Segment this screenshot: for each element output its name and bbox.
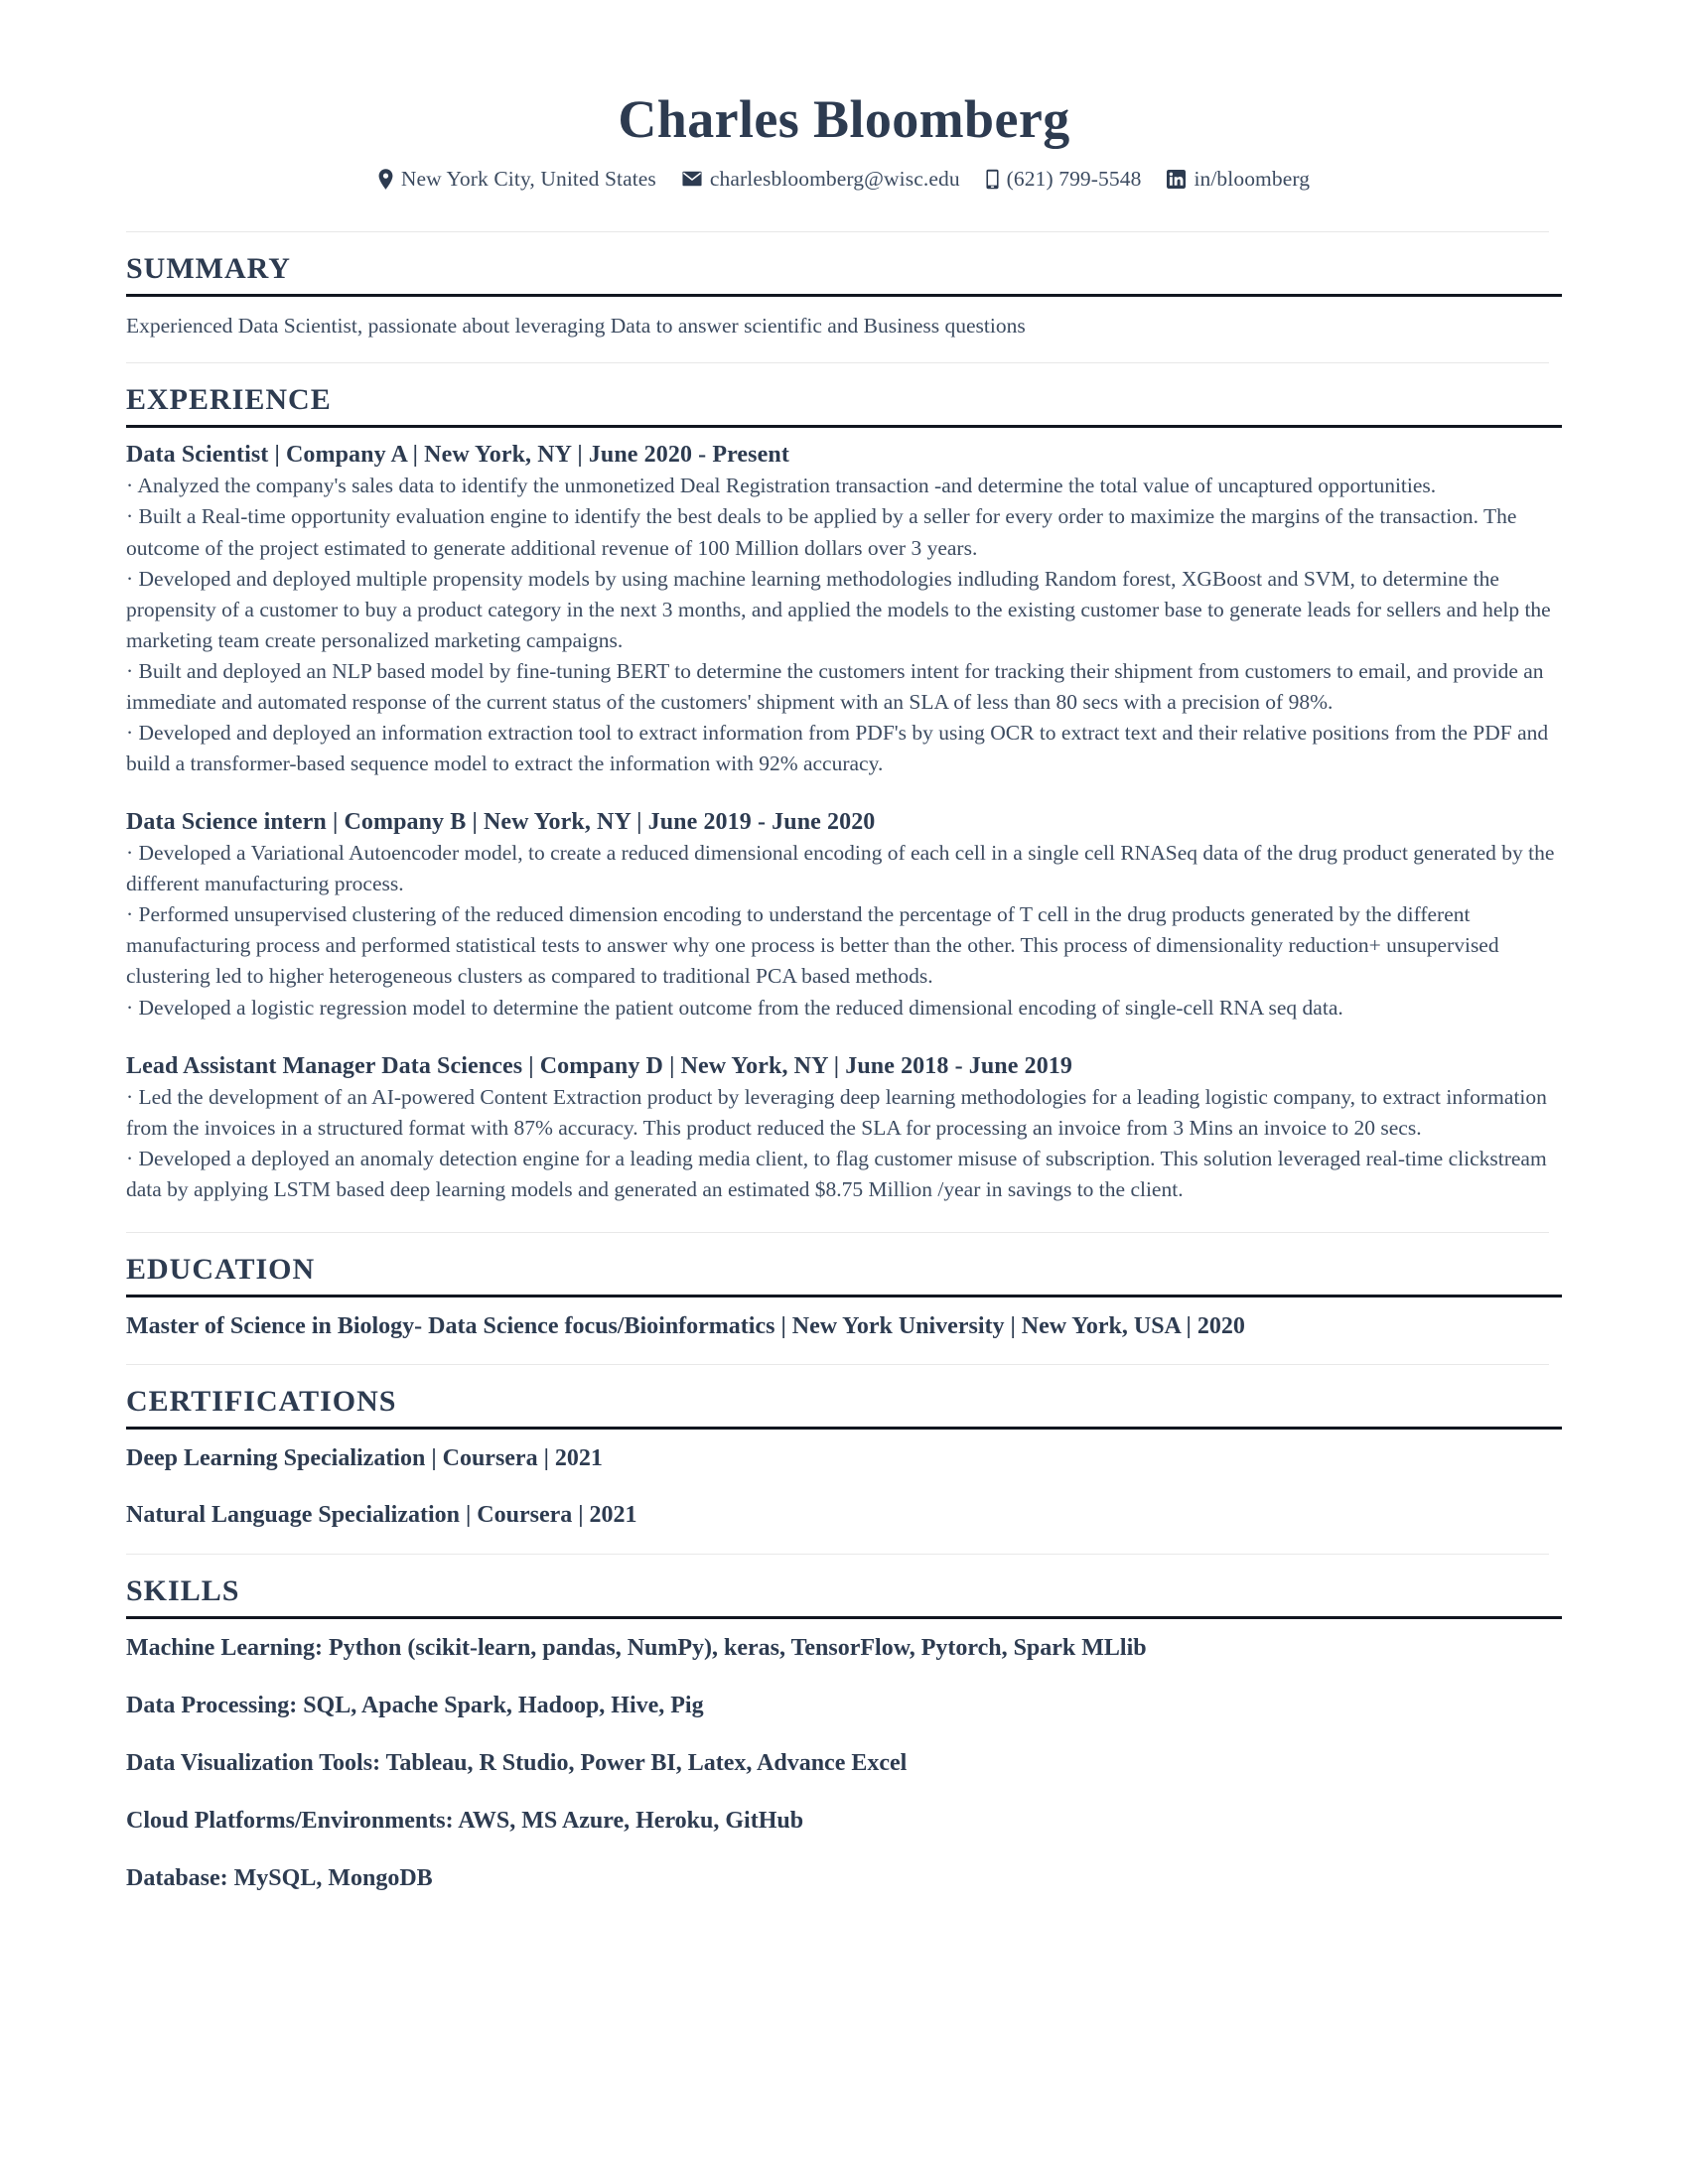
linkedin-icon [1167,170,1186,189]
bullet: · Developed a logistic regression model to determine the patient outcome from the reduced dimensional encoding of single-cell RNA seq data. [126,995,1343,1020]
contact-phone-text: (621) 799-5548 [1006,166,1142,191]
contact-line [126,167,1562,192]
experience-entry-heading: Data Science intern | Company B | New York, NY | June 2019 - June 2020 [126,809,876,836]
certification-entry: Deep Learning Specialization | Coursera | 2021 [126,1445,603,1472]
contact-linkedin-text: in/bloomberg [1194,166,1311,191]
skill-entry: Cloud Platforms/Environments: AWS, MS Azure, Heroku, GitHub [126,1808,804,1835]
mobile-phone-icon [986,169,999,190]
section-education [126,1233,1562,1364]
bullet: · Built a Real-time opportunity evaluation engine to identify the best deals to be applied by a seller for every order to maximize the margins of the transaction. The outcome of the project estimated to generate additional revenue of 100 Million dollars over 3 years. [126,504,1517,560]
skill-entry: Machine Learning: Python (scikit-learn, pandas, NumPy), keras, TensorFlow, Pytorch, Spark MLlib [126,1634,1147,1661]
education-entry: Master of Science in Biology- Data Science focus/Bioinformatics | New York University | New York, USA | 2020 [126,1313,1245,1340]
experience-entry-bullets [126,838,1562,1023]
contact-location-text: New York City, United States [400,166,656,191]
resume-header [126,0,1562,192]
section-experience [126,363,1562,1232]
contact-email-text: charlesbloomberg@wisc.edu [709,166,960,191]
contact-linkedin[interactable] [1167,167,1310,192]
bullet: · Developed and deployed multiple propensity models by using machine learning methodologies indluding Random forest, XGBoost and SVM, to determine the propensity of a customer to buy a product category in the next 3 months, and applied the models to the existing customer base to generate leads for sellers and help the marketing team create personalized marketing campaigns. [126,566,1551,652]
bullet: · Developed a Variational Autoencoder model, to create a reduced dimensional encoding of each cell in a single cell RNASeq data of the drug product generated by the different manufacturing process. [126,841,1555,896]
section-summary [126,232,1562,363]
bullet: · Performed unsupervised clustering of the reduced dimension encoding to understand the percentage of T cell in the drug products generated by the different manufacturing process and performed statistical tests to answer why one process is better than the other. This process of dimensionality reduction+ unsupervised clustering led to higher heterogeneous clusters as compared to traditional PCA based methods. [126,902,1499,989]
summary-text: Experienced Data Scientist, passionate about leveraging Data to answer scientific and Business questions [126,313,1026,338]
experience-entry [126,428,1562,779]
section-title-summary: SUMMARY [126,251,291,285]
map-pin-icon [378,169,393,190]
contact-location[interactable] [378,167,656,192]
certification-entry: Natural Language Specialization | Coursera | 2021 [126,1502,637,1529]
experience-entry-heading: Lead Assistant Manager Data Sciences | Company D | New York, NY | June 2018 - June 2019 [126,1052,1073,1079]
bullet: · Developed a deployed an anomaly detection engine for a leading media client, to flag customer misuse of subscription. This solution leveraged real-time clickstream data by applying LSTM based deep learning models and generated an estimated $8.75 Million /year in savings to the client. [126,1146,1547,1201]
section-title-experience: EXPERIENCE [126,383,332,417]
bullet: · Developed and deployed an information extraction tool to extract information from PDF's by using OCR to extract text and their relative positions from the PDF and build a transformer-based sequence model to extract the information with 92% accuracy. [126,720,1549,775]
envelope-icon [682,171,702,187]
skill-entry: Data Processing: SQL, Apache Spark, Hadoop, Hive, Pig [126,1692,704,1718]
section-skills [126,1555,1562,1895]
skill-entry: Data Visualization Tools: Tableau, R Studio, Power BI, Latex, Advance Excel [126,1749,908,1776]
bullet: · Led the development of an AI-powered Content Extraction product by leveraging deep learning methodologies for a leading logistic company, to extract information from the invoices in a structured format with 87% accuracy. This product reduced the SLA for processing an invoice from 3 Mins an invoice to 20 secs. [126,1084,1547,1140]
experience-entry [126,807,1562,1024]
contact-phone[interactable] [986,167,1142,192]
experience-entry-bullets [126,471,1562,779]
section-certifications [126,1365,1562,1553]
bullet: · Built and deployed an NLP based model by fine-tuning BERT to determine the customers intent for tracking their shipment from customers to email, and provide an immediate and automated response of the current status of the customers' shipment with an SLA of less than 80 secs with a precision of 98%. [126,658,1544,714]
experience-entry-bullets [126,1082,1562,1205]
section-title-skills: SKILLS [126,1573,240,1607]
section-title-education: EDUCATION [126,1253,316,1287]
skill-entry: Database: MySQL, MongoDB [126,1865,433,1892]
section-title-certifications: CERTIFICATIONS [126,1385,397,1419]
experience-entry [126,1051,1562,1205]
candidate-name: Charles Bloomberg [618,89,1070,149]
contact-email[interactable] [682,167,960,192]
bullet: · Analyzed the company's sales data to identify the unmonetized Deal Registration transaction -and determine the total value of uncaptured opportunities. [126,474,1437,498]
experience-entry-heading: Data Scientist | Company A | New York, NY | June 2020 - Present [126,442,789,469]
